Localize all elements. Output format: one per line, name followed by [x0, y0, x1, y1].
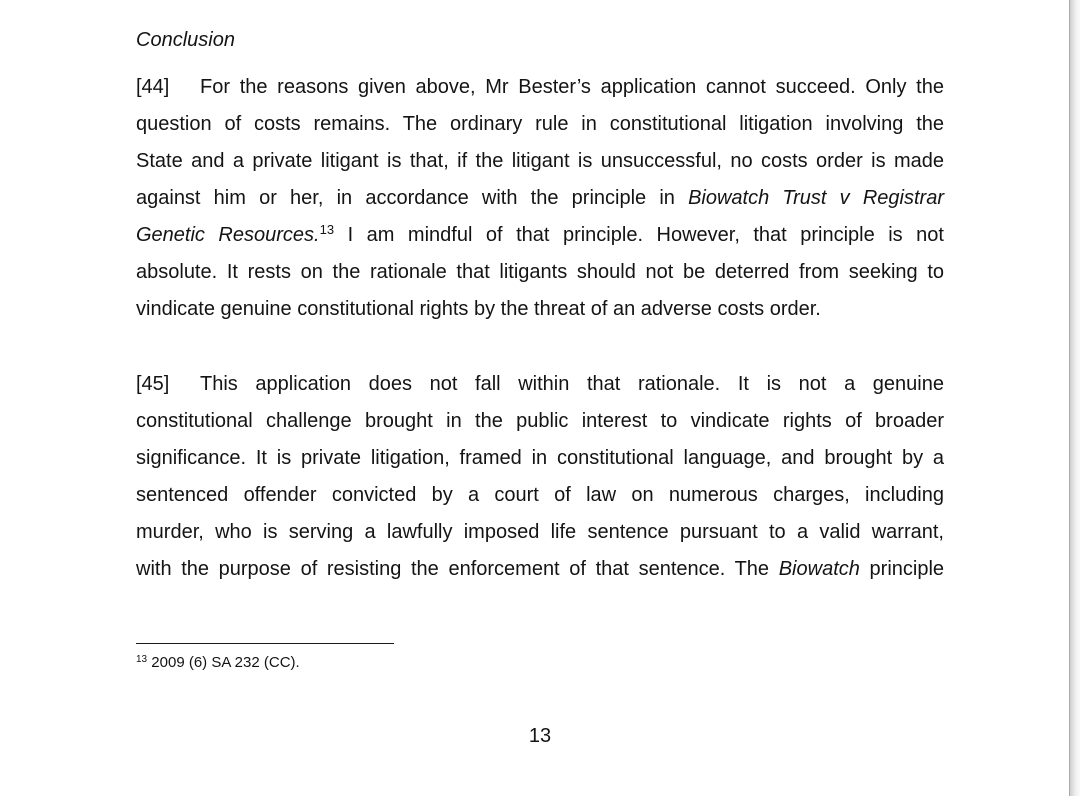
footnote [136, 653, 300, 673]
case-name: Genetic Resources. [136, 224, 320, 246]
paragraph-44 [136, 69, 944, 328]
paragraph-45-line: constitutional challenge brought in the public interest to vindicate rights of broader [136, 410, 944, 432]
case-name: Biowatch [778, 558, 860, 580]
paragraph-text: against him or her, in accordance with the principle in [136, 187, 675, 209]
section-heading: Conclusion [136, 29, 235, 51]
paragraph-number: [44] [136, 76, 170, 98]
paragraph-number: [45] [136, 373, 170, 395]
page-number: 13 [528, 725, 552, 747]
footnote-text: 2009 (6) SA 232 (CC). [151, 654, 300, 671]
paragraph-45 [136, 366, 944, 588]
paragraph-44-line [136, 180, 944, 217]
footnote-separator [136, 643, 394, 644]
footnote-reference[interactable]: 13 [319, 222, 335, 237]
paragraph-45-line [136, 366, 944, 403]
paragraph-44-line: question of costs remains. The ordinary rule in constitutional litigation involving the [136, 113, 944, 135]
page-edge-shadow [1070, 0, 1080, 796]
paragraph-44-line: vindicate genuine constitutional rights by the threat of an adverse costs order. [136, 298, 821, 320]
paragraph-45-line: significance. It is private litigation, framed in constitutional language, and brought by a [136, 447, 944, 469]
paragraph-44-line: absolute. It rests on the rationale that litigants should not be deterred from seeking to [136, 261, 944, 283]
paragraph-44-line: State and a private litigant is that, if the litigant is unsuccessful, no costs order is made [136, 150, 944, 172]
paragraph-text: with the purpose of resisting the enforcement of that sentence. The [136, 558, 770, 580]
footnote-number: 13 [136, 654, 148, 665]
page-edge [1069, 0, 1070, 796]
paragraph-44-line [136, 217, 944, 254]
paragraph-45-line: murder, who is serving a lawfully imposed life sentence pursuant to a valid warrant, [136, 521, 944, 543]
paragraph-44-line [136, 69, 944, 106]
paragraph-text: I am mindful of that principle. However, that principle is not [334, 224, 944, 246]
paragraph-text: This application does not fall within that rationale. It is not a genuine [200, 373, 944, 395]
paragraph-text: principle [869, 558, 945, 580]
case-name: Biowatch Trust v Registrar [688, 187, 944, 209]
paragraph-text: For the reasons given above, Mr Bester’s application cannot succeed. Only the [200, 76, 944, 98]
paragraph-45-line: sentenced offender convicted by a court of law on numerous charges, including [136, 484, 944, 506]
paragraph-45-line [136, 551, 944, 588]
